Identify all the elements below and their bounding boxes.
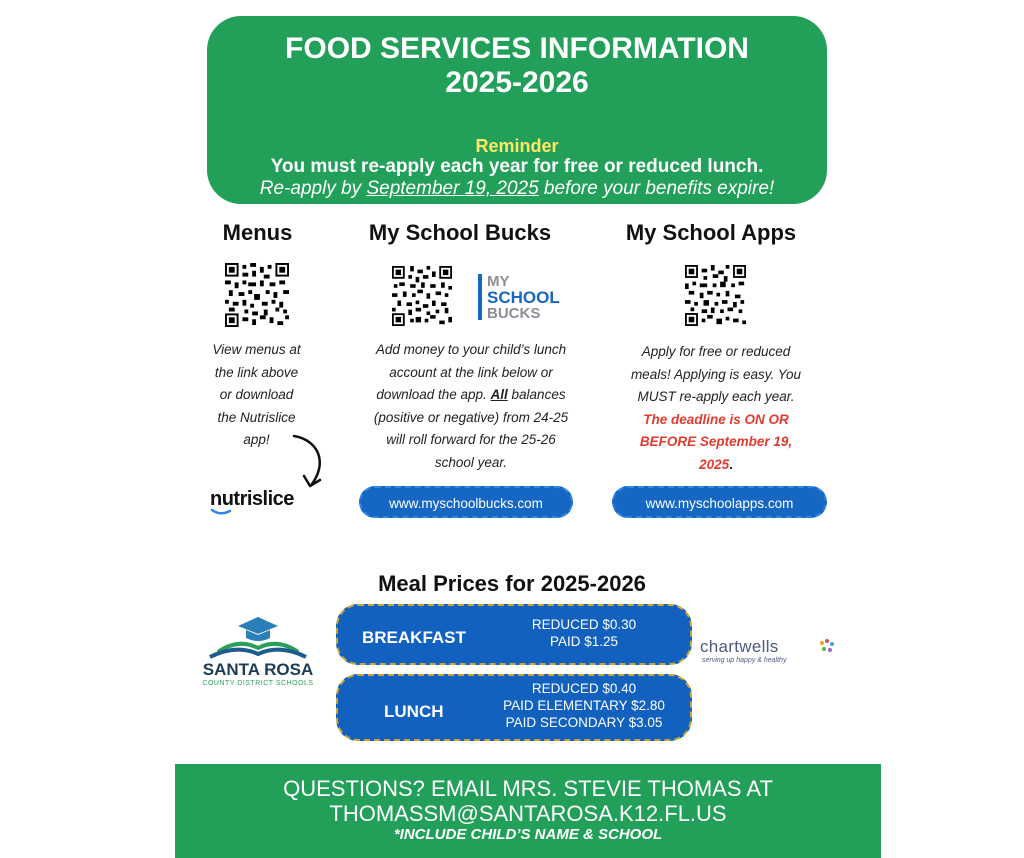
nutrislice-logo[interactable]	[210, 488, 310, 518]
title-line-2: 2025-2026	[445, 66, 589, 99]
reapply-date: September 19, 2025	[366, 178, 539, 199]
lunch-price-line: REDUCED $0.40	[531, 681, 637, 696]
reapply-post: before your benefits expire!	[538, 178, 775, 199]
bucks-line: account at the link below or	[389, 364, 553, 380]
nutrislice-logo-text: nutrislice	[210, 488, 294, 510]
deadline-text: The deadline is ON OR	[643, 411, 789, 427]
apps-line: meals! Applying is easy. You	[630, 366, 802, 382]
lunch-price-line: PAID ELEMENTARY $2.80	[503, 698, 665, 713]
breakfast-prices	[498, 616, 670, 650]
chartwells-name: chartwells	[700, 637, 779, 656]
school-apps-description	[605, 341, 827, 476]
school-bucks-qr-code-icon[interactable]	[392, 266, 452, 326]
contact-email[interactable]: THOMASSM@SANTAROSA.K12.FL.US	[329, 801, 727, 826]
myschoolbucks-link[interactable]: www.myschoolbucks.com	[359, 486, 573, 518]
santa-rosa-name: SANTA ROSA	[202, 660, 314, 679]
school-bucks-title: My School Bucks	[368, 220, 552, 245]
deadline-year: 2025	[699, 456, 730, 472]
meal-prices-title: Meal Prices for 2025-2026	[378, 571, 646, 596]
school-apps-title: My School Apps	[625, 220, 797, 245]
chartwells-logo	[700, 637, 840, 669]
breakfast-price-pill	[336, 604, 692, 665]
logo-bucks: BUCKS	[487, 305, 541, 322]
chartwells-tagline: serving up happy & healthy	[702, 657, 787, 664]
logo-school: SCHOOL	[487, 288, 560, 307]
breakfast-label: BREAKFAST	[362, 628, 466, 647]
lunch-prices	[486, 680, 682, 731]
myschoolapps-link[interactable]: www.myschoolapps.com	[612, 486, 827, 518]
santa-rosa-subtitle: COUNTY DISTRICT SCHOOLS	[202, 680, 314, 687]
bucks-line	[340, 384, 602, 407]
deadline-period: .	[729, 456, 733, 472]
nutrislice-smile-icon	[210, 508, 240, 516]
bucks-line: will roll forward for the 25-26	[386, 432, 556, 447]
bucks-line: school year.	[434, 454, 508, 470]
menus-qr-code-icon[interactable]	[224, 263, 290, 327]
menus-line: the link above	[214, 364, 299, 380]
reapply-pre: Re-apply by	[259, 178, 367, 199]
logo-my: MY	[487, 273, 510, 290]
bucks-all-emphasis: All	[490, 387, 508, 402]
graduation-cap-book-icon	[188, 614, 328, 660]
school-apps-qr-code-icon[interactable]	[685, 265, 746, 326]
breakfast-price-line: PAID $1.25	[549, 634, 619, 649]
bucks-line: (positive or negative) from 24-25	[373, 409, 569, 425]
menus-line: app!	[243, 432, 270, 447]
bucks-line-pre: download the app.	[376, 387, 491, 402]
lunch-price-line: PAID SECONDARY $3.05	[505, 715, 663, 730]
logo-bar	[478, 274, 482, 320]
curved-arrow-icon	[288, 432, 328, 492]
footer-banner	[175, 764, 881, 858]
lunch-label: LUNCH	[384, 702, 444, 721]
deadline-text	[605, 454, 827, 477]
menus-line: View menus at	[212, 342, 301, 357]
header-banner	[207, 16, 827, 204]
santa-rosa-logo	[188, 614, 328, 690]
school-bucks-description	[340, 339, 602, 474]
breakfast-price-line: REDUCED $0.30	[531, 617, 637, 632]
page-title	[207, 32, 827, 100]
menus-line: or download	[219, 387, 294, 402]
bucks-line: Add money to your child’s lunch	[375, 342, 567, 357]
bucks-line-post: balances	[507, 387, 566, 402]
reminder-text: You must re-apply each year for free or reduced lunch.	[270, 156, 764, 177]
deadline-text: BEFORE September 19,	[639, 434, 793, 449]
title-line-1: FOOD SERVICES INFORMATION	[285, 32, 749, 65]
contact-note: *INCLUDE CHILD’S NAME & SCHOOL	[393, 826, 663, 843]
reminder-label: Reminder	[475, 136, 559, 156]
contact-line-1: QUESTIONS? EMAIL MRS. STEVIE THOMAS AT	[283, 776, 773, 801]
reapply-deadline-text	[207, 178, 827, 200]
my-school-bucks-logo[interactable]	[478, 274, 578, 322]
apps-line: Apply for free or reduced	[641, 344, 791, 359]
contact-text	[175, 776, 881, 826]
lunch-price-pill	[336, 674, 692, 741]
apps-line: MUST re-apply each year.	[637, 389, 795, 404]
menus-title: Menus	[222, 220, 293, 245]
chartwells-dots-icon	[819, 639, 835, 655]
menus-line: the Nutrislice	[217, 409, 296, 425]
